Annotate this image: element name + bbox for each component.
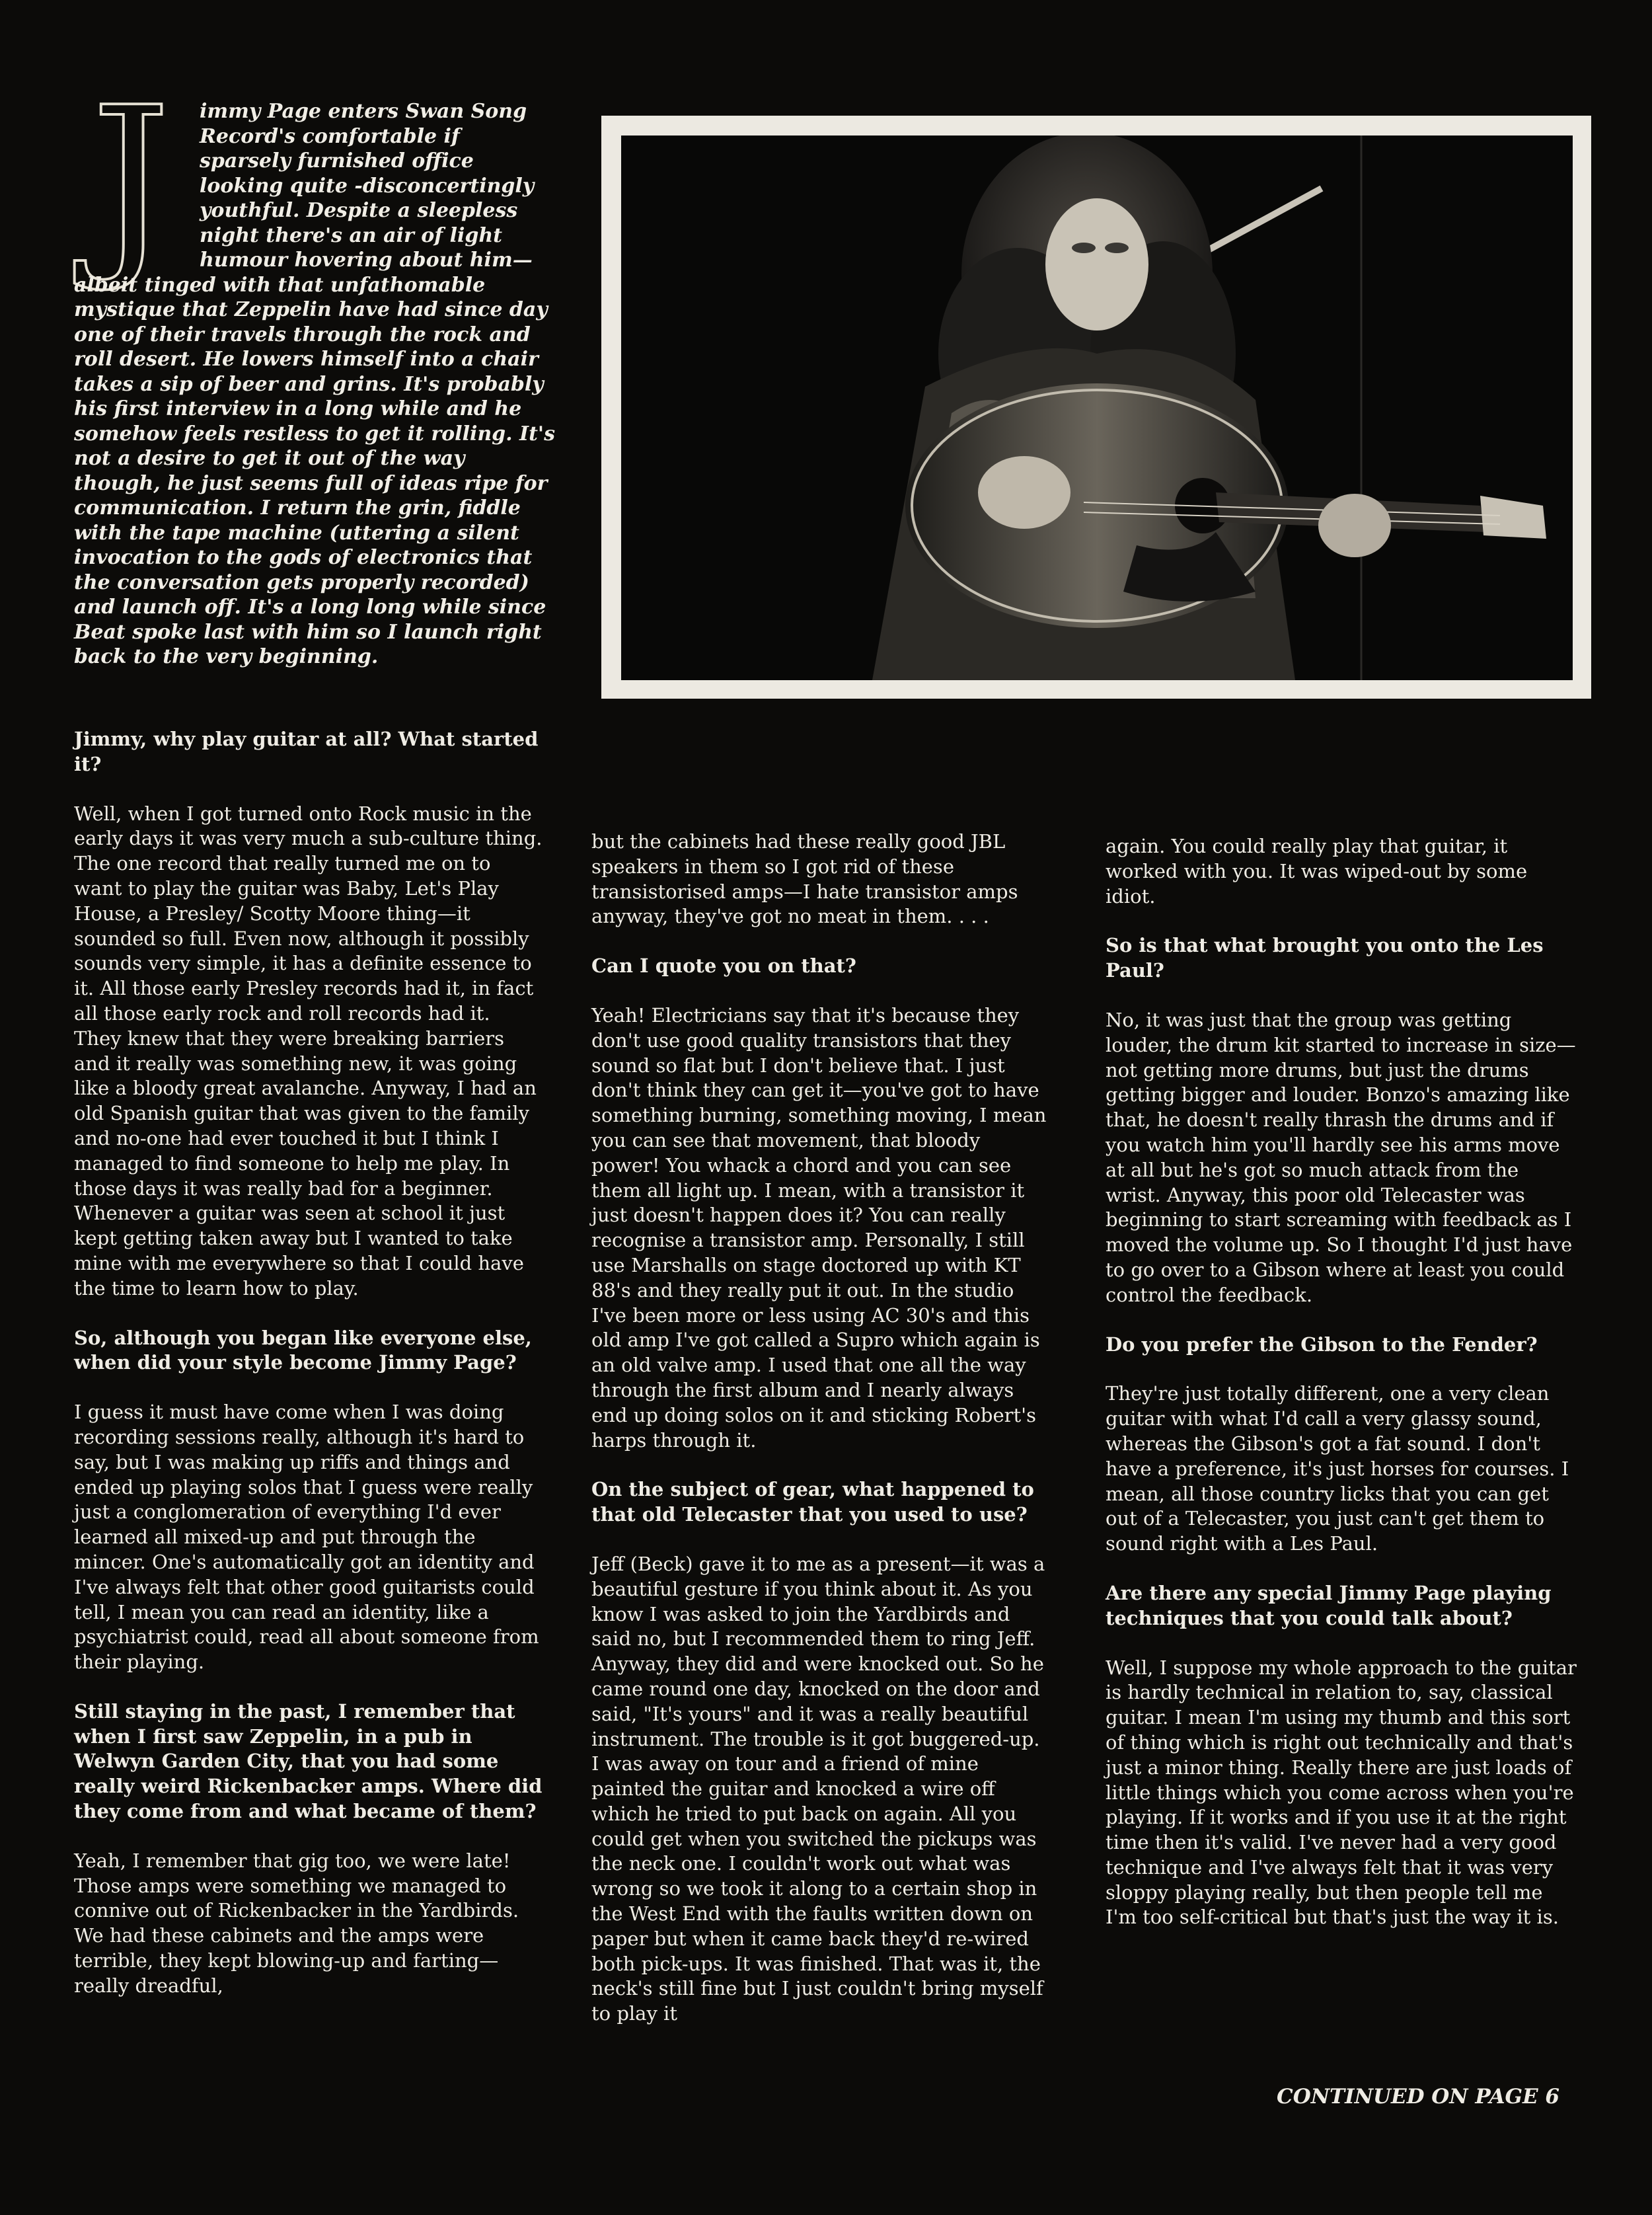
intro-paragraph [74, 65, 556, 670]
answer: but the cabinets had these really good JBL speakers in them so I got rid of these transistorised amps—I hate transistor amps anyway, they've got no meat in them. . . . [591, 830, 1018, 928]
question: So, although you began like everyone else, when did your style become Jimmy Page? [74, 1326, 532, 1374]
question: Still staying in the past, I remember that when I first saw Zeppelin, in a pub in Welwyn Garden City, that you had some really weird Rickenbacker amps. Where did they come from and what became of them? [74, 1699, 543, 1823]
answer: No, it was just that the group was getting louder, the drum kit started to increase in size—not getting more drums, but just the drums getting bigger and louder. Bonzo's amazing like that, he doesn't really thrash the drums and if you watch him you'll hardly see his arms move at all but he's got so much attack from the wrist. Anyway, this poor old Telecaster was beginning to start screaming with feedback as I moved the volume up. So I thought I'd just have to go over to a Gibson where at least you could control the feedback. [1106, 1008, 1576, 1306]
answer: They're just totally different, one a very clean guitar with what I'd call a very glassy sound, whereas the Gibson's got a fat sound. I don't have a preference, it's just horses for courses. I mean, all those country licks that you can get out of a Telecaster, you just can't get them to sound right with a Les Paul. [1106, 1382, 1569, 1555]
answer: Yeah, I remember that gig too, we were late! Those amps were something we managed to connive out of Rickenbacker in the Yardbirds. We had these cabinets and the amps were terrible, they kept blowing-up and farting—really dreadful, [74, 1849, 519, 1997]
question: Are there any special Jimmy Page playing techniques that you could talk about? [1106, 1581, 1552, 1629]
continued-notice: CONTINUED ON PAGE 6 [1277, 2085, 1559, 2109]
question: Can I quote you on that? [591, 954, 856, 978]
question: Do you prefer the Gibson to the Fender? [1106, 1333, 1538, 1356]
answer: Yeah! Electricians say that it's because they don't use good quality transistors that they sound so flat but I don't believe that. I just don't think they can get it—you've got to have something burning, something moving, I mean you can see that movement, that bloody power! You whack a chord and you can see them all light up. I mean, with a transistor it just doesn't happen does it? You can really recognise a transistor amp. Personally, I still use Marshalls on stage doctored up with KT 88's and they really put it out. In the studio I've been more or less using AC 30's and this old amp I've got called a Supro which again is an old valve amp. I used that one all the way through the first album and I nearly always end up doing solos on it and sticking Robert's harps through it. [591, 1003, 1047, 1452]
question: Jimmy, why play guitar at all? What started it? [74, 728, 539, 775]
drop-cap: J [91, 65, 171, 295]
answer: Well, when I got turned onto Rock music in the early days it was very much a sub-culture thing. The one record that really turned me on to want to play the guitar was Baby, Let's Play House, a Presley/ Scotty Moore thing—it sounded so full. Even now, although it possibly sounds very simple, it has a definite essence to it. All those early Presley records had it, in fact all those early rock and roll records had it. They knew that they were breaking barriers and it really was something new, it was going like a bloody great avalanche. Anyway, I had an old Spanish guitar that was given to the family and no-one had ever touched it but I think I managed to find someone to help me play. In those days it was really bad for a beginner. Whenever a guitar was seen at school it just kept getting taken away but I wanted to take mine with me everywhere so that I could have the time to learn how to play. [74, 802, 543, 1300]
answer: Well, I suppose my whole approach to the guitar is hardly technical in relation to, say, classical guitar. I mean I'm using my thumb and this sort of thing which is right out technically and that's just a minor thing. Really there are just loads of little things which you come across when you're playing. If it works and if you use it at the right time then it's valid. I've never had a very good technique and I've always felt that it was very sloppy playing really, but then people tell me I'm too self-critical but that's just the way it is. [1106, 1656, 1577, 1929]
answer: again. You could really play that guitar, it worked with you. It was wiped-out by some idiot. [1106, 835, 1528, 908]
question: On the subject of gear, what happened to that old Telecaster that you used to use? [591, 1478, 1034, 1526]
answer: I guess it must have come when I was doing recording sessions really, although it's hard to say, but I was making up riffs and things and ended up playing solos that I guess were really just a conglomeration of everything I'd ever learned all mixed-up and put through the mincer. One's automatically got an identity and I've always felt that other good guitarists could tell, I mean you can read an identity, like a psychiatrist could, read all about someone from their playing. [74, 1401, 539, 1674]
intro-text: immy Page enters Swan Song Record's comfortable if sparsely furnished office looking quite -disconcertingly youthful. Despite a sleepless night there's an air of light humour hovering about him— albeit tinged with that unfathomable mystique that Zeppelin have had since day one of their travels through the rock and roll desert. He lowers himself into a chair takes a sip of beer and grins. It's probably his first interview in a long while and he somehow feels restless to get it rolling. It's not a desire to get it out of the way though, he just seems full of ideas ripe for communication. I return the grin, fiddle with the tape machine (uttering a silent invocation to the gods of electronics that the conversation gets properly recorded) and launch off. It's a long long while since Beat spoke last with him so I launch right back to the very beginning. [74, 100, 555, 668]
article-column-3 [1106, 834, 1578, 1955]
article-column-2 [591, 830, 1047, 2051]
guitarist-photo [621, 136, 1573, 680]
guitarist-illustration [621, 136, 1573, 680]
answer: Jeff (Beck) gave it to me as a present—it was a beautiful gesture if you think about it. As you know I was asked to join the Yardbirds and said no, but I recommended them to ring Jeff. Anyway, they did and were knocked out. So he came round one day, knocked on the door and said, "It's yours" and it was a really beautiful instrument. The trouble is it got buggered-up. I was away on tour and a friend of mine painted the guitar and knocked a wire off which he tried to put back on again. All you could get when you switched the pickups was the neck one. I couldn't work out what was wrong so we took it along to a certain shop in the West End with the faults written down on paper but when it came back they'd re-wired both pick-ups. It was finished. That was it, the neck's still fine but I just couldn't bring myself to play it [591, 1552, 1045, 2025]
photo-frame [601, 116, 1591, 699]
question: So is that what brought you onto the Les Paul? [1106, 934, 1544, 982]
article-column-1 [74, 727, 543, 2023]
